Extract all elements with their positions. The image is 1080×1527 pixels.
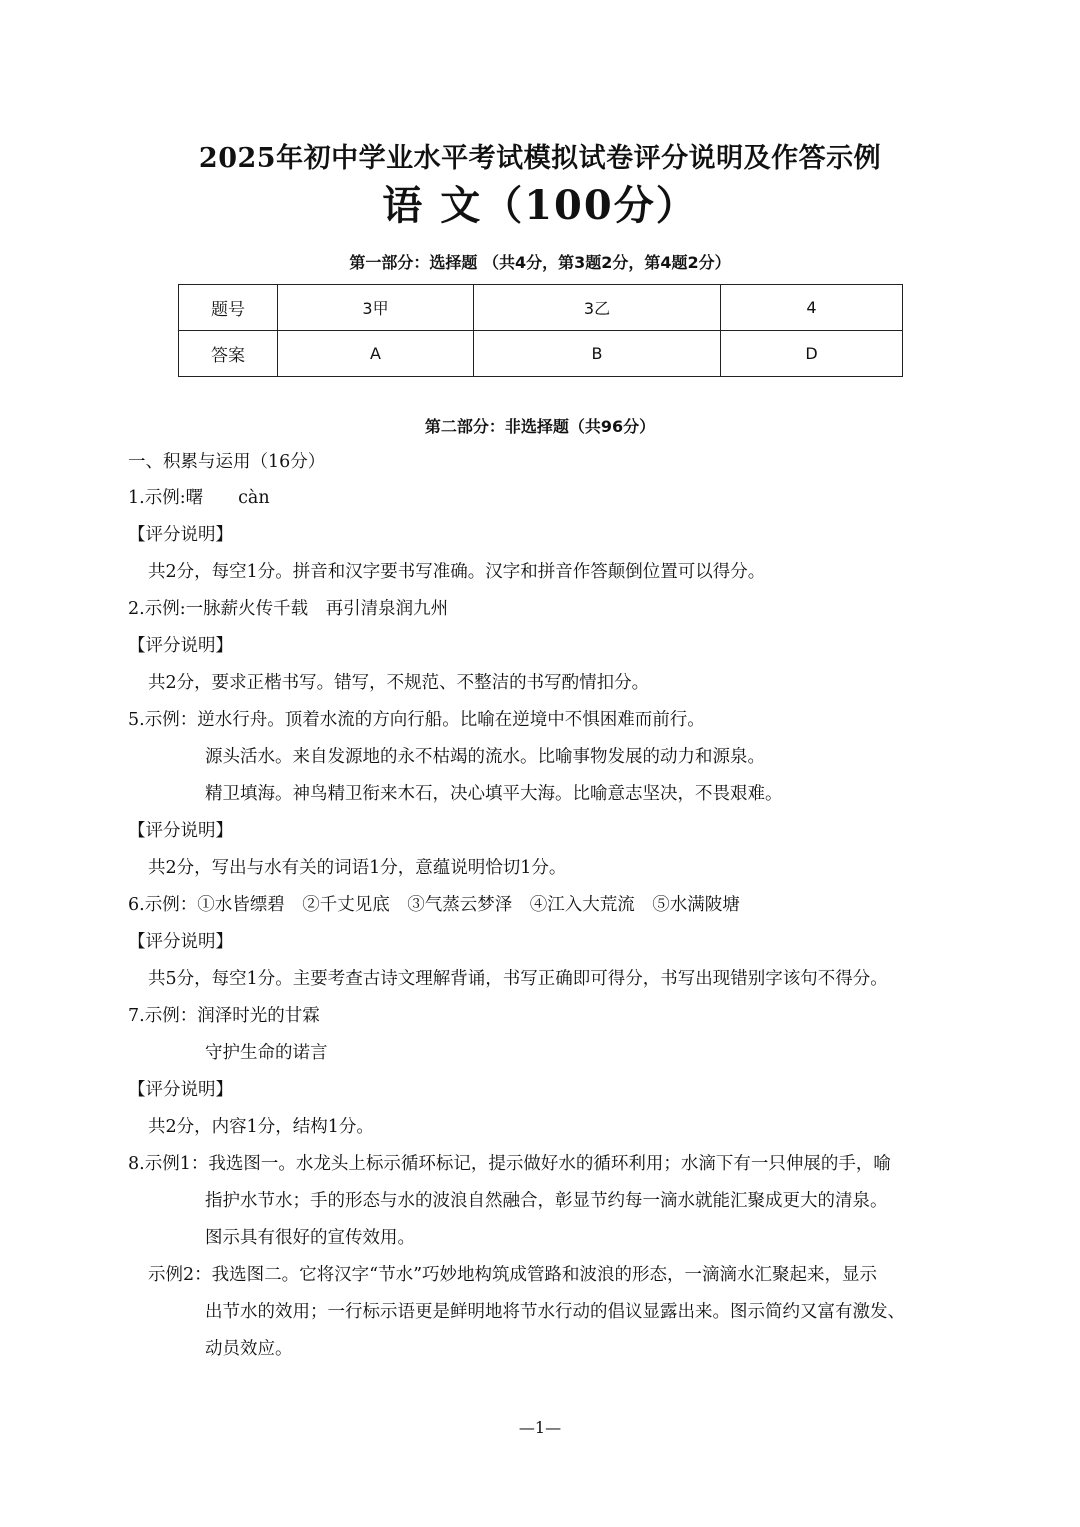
question-number-cell: 3甲 [278, 285, 474, 331]
q8-example2-line2: 出节水的效用；一行标示语更是鲜明地将节水行动的倡议显露出来。图示简约又富有激发、 [205, 1302, 905, 1322]
q8-example2-line3: 动员效应。 [205, 1339, 293, 1359]
answer-cell: D [721, 331, 903, 377]
q8-example1-line3: 图示具有很好的宣传效用。 [205, 1228, 415, 1248]
answer-table [178, 284, 903, 377]
subject-title: 语 文（100分） [382, 182, 698, 229]
q8-example2-line1: 示例2：我选图二。它将汉字“节水”巧妙地构筑成管路和波浪的形态，一滴滴水汇聚起来，显示 [148, 1265, 878, 1285]
q1-note: 共2分，每空1分。拼音和汉字要书写准确。汉字和拼音作答颠倒位置可以得分。 [148, 562, 766, 582]
q5-example-1: 5.示例：逆水行舟。顶着水流的方向行船。比喻在逆境中不惧困难而前行。 [128, 710, 705, 730]
row-label-number: 题号 [179, 285, 278, 331]
question-number-cell: 4 [721, 285, 903, 331]
answer-cell: A [278, 331, 474, 377]
q2-example: 2.示例:一脉薪火传千载 再引清泉润九州 [128, 599, 449, 619]
q7-note-label: 【评分说明】 [128, 1080, 233, 1100]
q5-example-2: 源头活水。来自发源地的永不枯竭的流水。比喻事物发展的动力和源泉。 [205, 747, 765, 767]
document-title: 2025年初中学业水平考试模拟试卷评分说明及作答示例 [198, 143, 882, 174]
part2-heading: 第二部分：非选择题（共96分） [424, 417, 656, 436]
q6-example: 6.示例：①水皆缥碧 ②千丈见底 ③气蒸云梦泽 ④江入大荒流 ⑤水满陂塘 [128, 895, 740, 915]
q5-note-label: 【评分说明】 [128, 821, 233, 841]
q1-note-label: 【评分说明】 [128, 525, 233, 545]
question-number-cell: 3乙 [474, 285, 721, 331]
answer-cell: B [474, 331, 721, 377]
q5-example-3: 精卫填海。神鸟精卫衔来木石，决心填平大海。比喻意志坚决，不畏艰难。 [205, 784, 783, 804]
q2-note: 共2分，要求正楷书写。错写，不规范、不整洁的书写酌情扣分。 [148, 673, 650, 693]
q7-example-2: 守护生命的诺言 [205, 1043, 328, 1063]
q7-example-1: 7.示例：润泽时光的甘霖 [128, 1006, 320, 1026]
q6-note: 共5分，每空1分。主要考查古诗文理解背诵，书写正确即可得分，书写出现错别字该句不得分。 [148, 969, 888, 989]
q2-note-label: 【评分说明】 [128, 636, 233, 656]
q8-example1-line1: 8.示例1：我选图一。水龙头上标示循环标记，提示做好水的循环利用；水滴下有一只伸展的手，喻 [128, 1154, 891, 1174]
part1-heading: 第一部分：选择题 （共4分，第3题2分，第4题2分） [349, 253, 731, 272]
section-heading: 一、积累与运用（16分） [128, 452, 326, 472]
row-label-answer: 答案 [179, 331, 278, 377]
q1-example: 1.示例:曙 càn [128, 488, 270, 508]
q8-example1-line2: 指护水节水；手的形态与水的波浪自然融合，彰显节约每一滴水就能汇聚成更大的清泉。 [205, 1191, 888, 1211]
table-row [179, 285, 903, 331]
q5-note: 共2分，写出与水有关的词语1分，意蕴说明恰切1分。 [148, 858, 567, 878]
page-number: —1— [518, 1418, 562, 1437]
q6-note-label: 【评分说明】 [128, 932, 233, 952]
q7-note: 共2分，内容1分，结构1分。 [148, 1117, 374, 1137]
table-row [179, 331, 903, 377]
